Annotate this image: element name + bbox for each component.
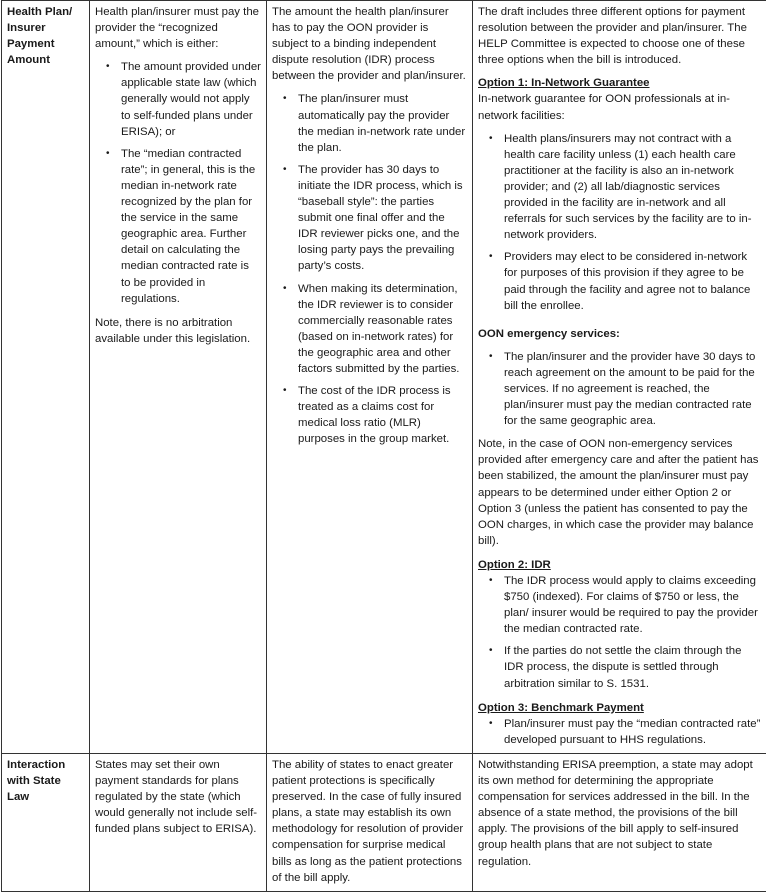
comparison-table — [1, 0, 766, 892]
bullet-list — [478, 716, 761, 748]
list-item: • The plan/insurer must automatically pay the provider the median in-network rate under the plan. — [298, 91, 467, 155]
list-item: • Plan/insurer must pay the “median contracted rate” developed pursuant to HHS regulations. — [504, 716, 761, 748]
option1-text: In-network guarantee for OON professionals at in-network facilities: — [478, 91, 761, 123]
list-item: • The cost of the IDR process is treated as a claims cost for medical loss ratio (MLR) purposes in the group market. — [298, 383, 467, 447]
list-item: • The plan/insurer and the provider have 30 days to reach agreement on the amount to be paid for the services. If no agreement is reached, the plan/insurer must pay the median contracted rate for the same geographic area. — [504, 349, 761, 429]
list-item: • Health plans/insurers may not contract with a health care facility unless (1) each health care practitioner at the facility is also an in-network provider; and (2) all lab/diagnostic services provided in the facility are in-network and all referrals for such services by the facility are to in-network providers. — [504, 131, 761, 244]
table-row-payment-amount — [2, 1, 766, 754]
row-heading: Interaction with State Law — [2, 753, 90, 891]
bullet-list — [478, 131, 761, 314]
option2-title: Option 2: IDR — [478, 557, 761, 573]
bullet-list — [478, 573, 761, 692]
row-heading: Health Plan/ Insurer Payment Amount — [2, 1, 90, 754]
cell-col1: States may set their own payment standards for plans regulated by the state (which would generally not include self-funded plans subject to ERISA). — [90, 753, 267, 891]
cell-intro: Health plan/insurer must pay the provider the “recognized amount,” which is either: — [95, 4, 261, 52]
option1-title: Option 1: In-Network Guarantee — [478, 75, 761, 91]
cell-col1 — [90, 1, 267, 754]
cell-note: Note, there is no arbitration available under this legislation. — [95, 315, 261, 347]
cell-col3 — [473, 1, 766, 754]
bullet-list — [95, 59, 261, 306]
list-item: • The provider has 30 days to initiate the IDR process, which is “baseball style”: the parties submit one final offer and the IDR reviewer picks one, and the losing party pays the prevailing party’s costs. — [298, 162, 467, 275]
table-row-state-law — [2, 753, 766, 891]
option3-title: Option 3: Benchmark Payment — [478, 700, 761, 716]
list-item: • If the parties do not settle the claim through the IDR process, the dispute is settled through arbitration similar to S. 1531. — [504, 643, 761, 691]
cell-col2: The ability of states to enact greater patient protections is specifically preserved. In the case of fully insured plans, a state may establish its own methodology for resolution of provider compensation for surprise medical bills as long as the patient protections of the bill apply. — [267, 753, 473, 891]
oon-note: Note, in the case of OON non-emergency services provided after emergency care and after the patient has been stabilized, the amount the plan/insurer must pay appears to be determined under either Option 2 or Option 3 (unless the patient has consented to pay the OON charges, in which case the provider may balance bill). — [478, 436, 761, 549]
list-item: • The IDR process would apply to claims exceeding $750 (indexed). For claims of $750 or less, the plan/ insurer would be required to pay the provider the median contracted rate. — [504, 573, 761, 637]
list-item: • Providers may elect to be considered in-network for purposes of this provision if they agree to be paid through the facility and agree not to balance bill the enrollee. — [504, 249, 761, 313]
oon-emergency-title: OON emergency services: — [478, 326, 761, 342]
cell-col3: Notwithstanding ERISA preemption, a state may adopt its own method for determining the appropriate compensation for services addressed in the bill. In the absence of a state method, the provisions of the bill apply. The provisions of the bill apply to self-insured group health plans that are not subject to state regulation. — [473, 753, 766, 891]
list-item: • The “median contracted rate”; in general, this is the median in-network rate recognized by the plan for the service in the same geographic area. Further detail on calculating the median contracted rate is to be provided in regulations. — [121, 146, 261, 307]
cell-intro: The amount the health plan/insurer has to pay the OON provider is subject to a binding independent dispute resolution (IDR) process between the provider and plan/insurer. — [272, 4, 467, 84]
list-item: • The amount provided under applicable state law (which generally would not apply to self-funded plans under ERISA); or — [121, 59, 261, 139]
cell-col2 — [267, 1, 473, 754]
cell-intro: The draft includes three different options for payment resolution between the provider and plan/insurer. The HELP Committee is expected to choose one of these three options when the bill is introduced. — [478, 4, 761, 68]
list-item: • When making its determination, the IDR reviewer is to consider commercially reasonable rates (based on in-network rates) for the geographic area and other factors submitted by the parties. — [298, 281, 467, 378]
bullet-list — [478, 349, 761, 429]
bullet-list — [272, 91, 467, 447]
